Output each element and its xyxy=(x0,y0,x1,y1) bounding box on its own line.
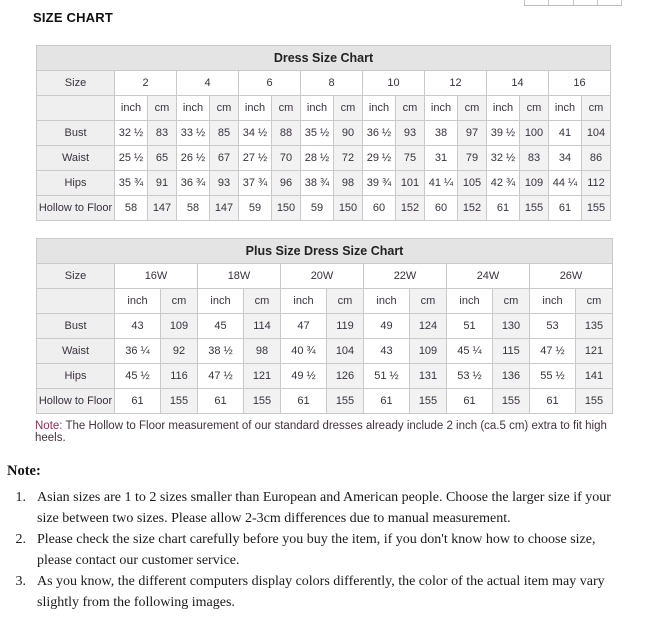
cm-value-cell: 155 xyxy=(161,389,198,414)
table-title: Plus Size Dress Size Chart xyxy=(37,239,613,264)
size-value: 22W xyxy=(364,264,447,289)
inch-value-cell: 31 xyxy=(425,146,458,171)
inch-value-cell: 61 xyxy=(530,389,576,414)
inch-value-cell: 41 ¼ xyxy=(425,171,458,196)
table-row xyxy=(37,171,611,196)
unit-cm-label: cm xyxy=(396,96,425,121)
cm-value-cell: 130 xyxy=(493,314,530,339)
cm-value-cell: 135 xyxy=(576,314,613,339)
cm-value-cell: 121 xyxy=(576,339,613,364)
unit-cm-label: cm xyxy=(161,289,198,314)
unit-cm-label: cm xyxy=(327,289,364,314)
cm-value-cell: 93 xyxy=(210,171,239,196)
note-text: As you know, the different computers display colors differently, the color of the actual item may vary slightly from the following images. xyxy=(37,574,605,610)
hollow-to-floor-footnote xyxy=(35,420,635,444)
cm-value-cell: 155 xyxy=(327,389,364,414)
inch-value-cell: 49 ½ xyxy=(281,364,327,389)
unit-cm-label: cm xyxy=(210,96,239,121)
table-row xyxy=(37,46,611,71)
unit-inch-label: inch xyxy=(363,96,396,121)
cm-value-cell: 115 xyxy=(493,339,530,364)
inch-value-cell: 42 ¾ xyxy=(487,171,520,196)
cm-value-cell: 150 xyxy=(272,196,301,221)
inch-value-cell: 40 ¾ xyxy=(281,339,327,364)
size-value: 26W xyxy=(530,264,613,289)
cm-value-cell: 101 xyxy=(396,171,425,196)
size-header-label: Size xyxy=(37,264,115,289)
unit-header-spacer xyxy=(37,96,115,121)
size-value: 6 xyxy=(239,71,301,96)
inch-value-cell: 26 ½ xyxy=(177,146,210,171)
inch-value-cell: 61 xyxy=(487,196,520,221)
inch-value-cell: 53 ½ xyxy=(447,364,493,389)
cm-value-cell: 65 xyxy=(148,146,177,171)
table-title: Dress Size Chart xyxy=(37,46,611,71)
inch-value-cell: 45 xyxy=(198,314,244,339)
cm-value-cell: 93 xyxy=(396,121,425,146)
measurement-label: Waist xyxy=(37,146,115,171)
unit-cm-label: cm xyxy=(244,289,281,314)
cm-value-cell: 98 xyxy=(334,171,363,196)
inch-value-cell: 34 xyxy=(549,146,582,171)
inch-value-cell: 38 ¾ xyxy=(301,171,334,196)
measurement-label: Hollow to Floor xyxy=(37,196,115,221)
cm-value-cell: 126 xyxy=(327,364,364,389)
table-row xyxy=(37,264,613,289)
unit-inch-label: inch xyxy=(549,96,582,121)
note-text: Asian sizes are 1 to 2 sizes smaller than European and American people. Choose the larger size if your size between two sizes. Please allow 2-3cm differences due to manual measurement. xyxy=(37,490,611,526)
cm-value-cell: 109 xyxy=(410,339,447,364)
cm-value-cell: 70 xyxy=(272,146,301,171)
note-item xyxy=(7,529,623,571)
inch-value-cell: 43 xyxy=(115,314,161,339)
unit-inch-label: inch xyxy=(425,96,458,121)
unit-inch-label: inch xyxy=(177,96,210,121)
cropped-table-edge xyxy=(524,0,622,6)
size-value: 12 xyxy=(425,71,487,96)
cm-value-cell: 147 xyxy=(210,196,239,221)
inch-value-cell: 61 xyxy=(364,389,410,414)
cm-value-cell: 104 xyxy=(582,121,611,146)
inch-value-cell: 60 xyxy=(425,196,458,221)
inch-value-cell: 27 ½ xyxy=(239,146,272,171)
table-row xyxy=(37,389,613,414)
cm-value-cell: 109 xyxy=(520,171,549,196)
inch-value-cell: 51 xyxy=(447,314,493,339)
inch-value-cell: 59 xyxy=(301,196,334,221)
inch-value-cell: 36 ½ xyxy=(363,121,396,146)
size-header-label: Size xyxy=(37,71,115,96)
unit-inch-label: inch xyxy=(530,289,576,314)
unit-cm-label: cm xyxy=(520,96,549,121)
size-value: 8 xyxy=(301,71,363,96)
cm-value-cell: 155 xyxy=(582,196,611,221)
table-row xyxy=(37,146,611,171)
table-row xyxy=(37,196,611,221)
size-value: 16W xyxy=(115,264,198,289)
inch-value-cell: 38 xyxy=(425,121,458,146)
unit-inch-label: inch xyxy=(198,289,244,314)
unit-header-spacer xyxy=(37,289,115,314)
table-row xyxy=(37,71,611,96)
inch-value-cell: 39 ¾ xyxy=(363,171,396,196)
unit-inch-label: inch xyxy=(364,289,410,314)
table-row xyxy=(37,239,613,264)
inch-value-cell: 33 ½ xyxy=(177,121,210,146)
inch-value-cell: 34 ½ xyxy=(239,121,272,146)
inch-value-cell: 37 ¾ xyxy=(239,171,272,196)
measurement-label: Hips xyxy=(37,171,115,196)
note-number: 2. xyxy=(15,532,26,547)
table-row xyxy=(37,121,611,146)
inch-value-cell: 53 xyxy=(530,314,576,339)
unit-inch-label: inch xyxy=(447,289,493,314)
size-value: 24W xyxy=(447,264,530,289)
unit-inch-label: inch xyxy=(115,96,148,121)
inch-value-cell: 29 ½ xyxy=(363,146,396,171)
cm-value-cell: 155 xyxy=(410,389,447,414)
footnote-text: The Hollow to Floor measurement of our standard dresses already include 2 inch (ca.5 cm) extra to fit high heels. xyxy=(35,420,607,444)
cm-value-cell: 155 xyxy=(493,389,530,414)
measurement-label: Bust xyxy=(37,314,115,339)
inch-value-cell: 28 ½ xyxy=(301,146,334,171)
inch-value-cell: 35 ½ xyxy=(301,121,334,146)
inch-value-cell: 60 xyxy=(363,196,396,221)
inch-value-cell: 32 ½ xyxy=(487,146,520,171)
measurement-label: Waist xyxy=(37,339,115,364)
notes-list xyxy=(7,487,623,613)
inch-value-cell: 32 ½ xyxy=(115,121,148,146)
unit-inch-label: inch xyxy=(487,96,520,121)
note-number: 1. xyxy=(15,490,26,505)
measurement-label: Hips xyxy=(37,364,115,389)
size-value: 2 xyxy=(115,71,177,96)
cm-value-cell: 150 xyxy=(334,196,363,221)
inch-value-cell: 39 ½ xyxy=(487,121,520,146)
cm-value-cell: 147 xyxy=(148,196,177,221)
measurement-label: Bust xyxy=(37,121,115,146)
size-value: 4 xyxy=(177,71,239,96)
inch-value-cell: 59 xyxy=(239,196,272,221)
size-value: 10 xyxy=(363,71,425,96)
table-row xyxy=(37,314,613,339)
cm-value-cell: 152 xyxy=(396,196,425,221)
size-value: 14 xyxy=(487,71,549,96)
cm-value-cell: 86 xyxy=(582,146,611,171)
cm-value-cell: 119 xyxy=(327,314,364,339)
cm-value-cell: 85 xyxy=(210,121,239,146)
inch-value-cell: 61 xyxy=(198,389,244,414)
inch-value-cell: 49 xyxy=(364,314,410,339)
inch-value-cell: 47 ½ xyxy=(198,364,244,389)
cm-value-cell: 136 xyxy=(493,364,530,389)
cm-value-cell: 88 xyxy=(272,121,301,146)
cm-value-cell: 131 xyxy=(410,364,447,389)
cm-value-cell: 155 xyxy=(520,196,549,221)
inch-value-cell: 47 xyxy=(281,314,327,339)
notes-heading: Note: xyxy=(7,463,41,479)
cm-value-cell: 90 xyxy=(334,121,363,146)
inch-value-cell: 61 xyxy=(281,389,327,414)
inch-value-cell: 38 ½ xyxy=(198,339,244,364)
cm-value-cell: 96 xyxy=(272,171,301,196)
size-value: 18W xyxy=(198,264,281,289)
cm-value-cell: 114 xyxy=(244,314,281,339)
inch-value-cell: 58 xyxy=(177,196,210,221)
cm-value-cell: 105 xyxy=(458,171,487,196)
table-row xyxy=(37,339,613,364)
unit-inch-label: inch xyxy=(239,96,272,121)
unit-inch-label: inch xyxy=(115,289,161,314)
unit-inch-label: inch xyxy=(301,96,334,121)
size-value: 20W xyxy=(281,264,364,289)
unit-cm-label: cm xyxy=(334,96,363,121)
unit-cm-label: cm xyxy=(493,289,530,314)
cm-value-cell: 155 xyxy=(244,389,281,414)
inch-value-cell: 58 xyxy=(115,196,148,221)
cm-value-cell: 75 xyxy=(396,146,425,171)
inch-value-cell: 35 ¾ xyxy=(115,171,148,196)
cm-value-cell: 98 xyxy=(244,339,281,364)
cm-value-cell: 92 xyxy=(161,339,198,364)
inch-value-cell: 61 xyxy=(549,196,582,221)
cm-value-cell: 152 xyxy=(458,196,487,221)
inch-value-cell: 61 xyxy=(115,389,161,414)
cm-value-cell: 83 xyxy=(148,121,177,146)
cm-value-cell: 116 xyxy=(161,364,198,389)
cm-value-cell: 72 xyxy=(334,146,363,171)
unit-cm-label: cm xyxy=(272,96,301,121)
table-row xyxy=(37,96,611,121)
unit-cm-label: cm xyxy=(582,96,611,121)
cm-value-cell: 121 xyxy=(244,364,281,389)
inch-value-cell: 45 ¼ xyxy=(447,339,493,364)
note-number: 3. xyxy=(15,574,26,589)
cm-value-cell: 83 xyxy=(520,146,549,171)
cm-value-cell: 112 xyxy=(582,171,611,196)
note-text: Please check the size chart carefully before you buy the item, if you don't know how to choose size, please contact our customer service. xyxy=(37,532,596,568)
cm-value-cell: 67 xyxy=(210,146,239,171)
note-item xyxy=(7,571,623,613)
inch-value-cell: 36 ¼ xyxy=(115,339,161,364)
cm-value-cell: 124 xyxy=(410,314,447,339)
inch-value-cell: 45 ½ xyxy=(115,364,161,389)
note-item xyxy=(7,487,623,529)
inch-value-cell: 44 ¼ xyxy=(549,171,582,196)
inch-value-cell: 41 xyxy=(549,121,582,146)
table-row xyxy=(37,364,613,389)
cm-value-cell: 109 xyxy=(161,314,198,339)
size-value: 16 xyxy=(549,71,611,96)
cm-value-cell: 91 xyxy=(148,171,177,196)
inch-value-cell: 61 xyxy=(447,389,493,414)
dress-size-chart-table xyxy=(36,45,611,221)
cm-value-cell: 104 xyxy=(327,339,364,364)
inch-value-cell: 51 ½ xyxy=(364,364,410,389)
inch-value-cell: 55 ½ xyxy=(530,364,576,389)
inch-value-cell: 36 ¾ xyxy=(177,171,210,196)
cm-value-cell: 155 xyxy=(576,389,613,414)
unit-cm-label: cm xyxy=(576,289,613,314)
page-title: SIZE CHART xyxy=(33,10,113,25)
inch-value-cell: 43 xyxy=(364,339,410,364)
inch-value-cell: 47 ½ xyxy=(530,339,576,364)
unit-cm-label: cm xyxy=(458,96,487,121)
inch-value-cell: 25 ½ xyxy=(115,146,148,171)
cm-value-cell: 141 xyxy=(576,364,613,389)
footnote-label: Note: xyxy=(35,420,63,432)
cm-value-cell: 100 xyxy=(520,121,549,146)
cm-value-cell: 97 xyxy=(458,121,487,146)
plus-size-dress-size-chart-table xyxy=(36,238,613,414)
unit-cm-label: cm xyxy=(148,96,177,121)
table-row xyxy=(37,289,613,314)
cm-value-cell: 79 xyxy=(458,146,487,171)
unit-cm-label: cm xyxy=(410,289,447,314)
unit-inch-label: inch xyxy=(281,289,327,314)
measurement-label: Hollow to Floor xyxy=(37,389,115,414)
